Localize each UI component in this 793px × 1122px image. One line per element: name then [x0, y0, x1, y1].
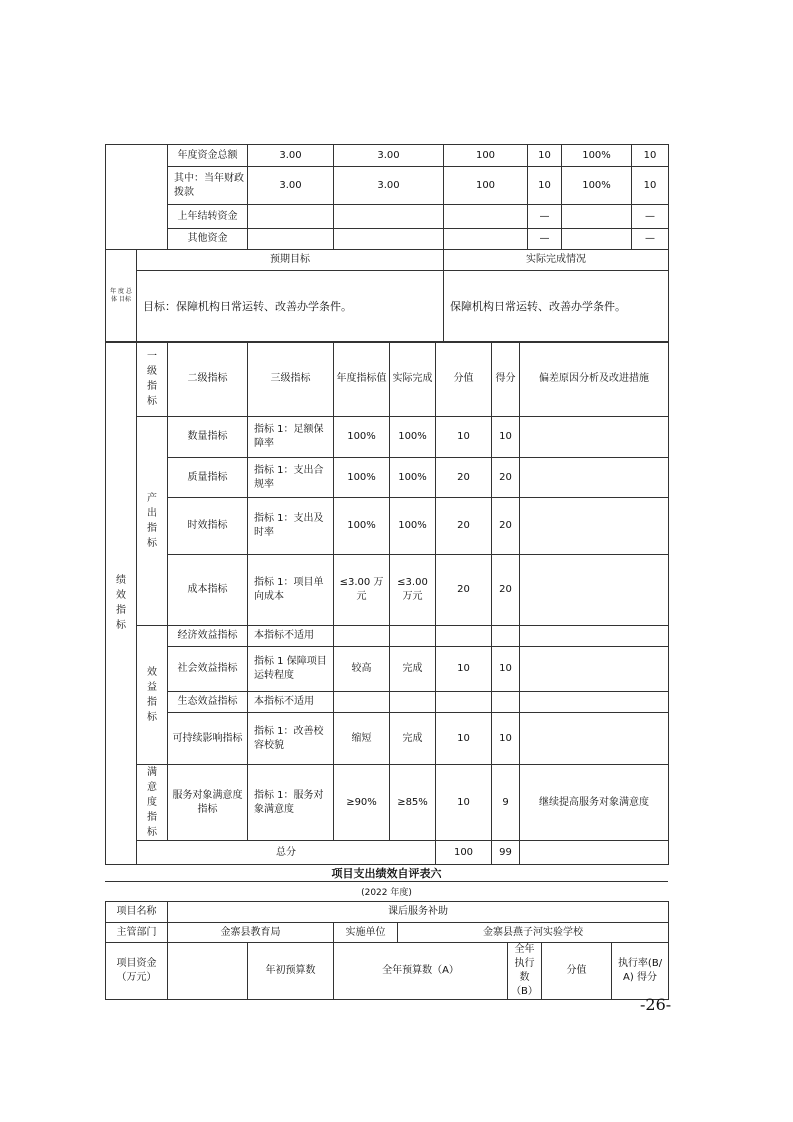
- funds-got: 10: [632, 145, 669, 167]
- perf-got: 10: [492, 417, 520, 458]
- next-table-year: (2022 年度): [361, 888, 412, 898]
- funds-goal-table: [105, 144, 669, 343]
- header-level3: 三级指标: [248, 342, 334, 417]
- perf-l2: 数量指标: [168, 417, 248, 458]
- funds-annual: [334, 229, 444, 250]
- perf-got: 20: [492, 498, 520, 555]
- col-initial: 年初预算数: [248, 943, 334, 1000]
- funds-rate: [562, 229, 632, 250]
- funds-rate: [562, 205, 632, 229]
- perf-got: 10: [492, 647, 520, 692]
- performance-table: [105, 341, 669, 865]
- perf-target: 较高: [334, 647, 390, 692]
- perf-l3: 指标 1 保障项目运转程度: [248, 647, 334, 692]
- funds-side-cell: [106, 145, 168, 250]
- group-benefit: 效益指标: [147, 667, 157, 723]
- funds-row-label: 年度资金总额: [168, 145, 248, 167]
- perf-got: 9: [492, 765, 520, 841]
- perf-actual: [390, 626, 436, 647]
- unit-value: 金寨县燕子河实验学校: [398, 923, 669, 943]
- perf-note: [520, 647, 669, 692]
- perf-target: 100%: [334, 498, 390, 555]
- perf-got: 10: [492, 713, 520, 765]
- next-table-title: 项目支出绩效自评表六: [331, 867, 442, 880]
- perf-l2: 社会效益指标: [168, 647, 248, 692]
- funds-initial: [248, 205, 334, 229]
- perf-l3: 指标 1：足额保障率: [248, 417, 334, 458]
- funds-initial: [248, 229, 334, 250]
- funds-score: —: [528, 229, 562, 250]
- funds-got: —: [632, 205, 669, 229]
- header-actual-value: 实际完成: [390, 342, 436, 417]
- perf-target: 100%: [334, 417, 390, 458]
- header-level1: 一级指标: [147, 351, 157, 407]
- perf-target: [334, 626, 390, 647]
- perf-l2: 质量指标: [168, 458, 248, 498]
- perf-got: 20: [492, 458, 520, 498]
- perf-l3: 指标 1：服务对象满意度: [248, 765, 334, 841]
- perf-actual: ≤3.00 万元: [390, 555, 436, 626]
- funds-score: 10: [528, 167, 562, 205]
- group-satisfaction: 满意度指标: [147, 767, 157, 838]
- perf-actual: 100%: [390, 417, 436, 458]
- total-score: 100: [436, 841, 492, 865]
- funds-label: 项目资金（万元）: [106, 943, 168, 1000]
- header-got: 得分: [492, 342, 520, 417]
- perf-l3: 本指标不适用: [248, 692, 334, 713]
- col-rate-got: [612, 943, 669, 1000]
- funds-got: —: [632, 229, 669, 250]
- perf-l3: 指标 1：支出及时率: [248, 498, 334, 555]
- perf-score: 10: [436, 713, 492, 765]
- project-name-label: 项目名称: [106, 902, 168, 923]
- empty-cell: [168, 943, 248, 1000]
- perf-side-cell: [106, 342, 137, 865]
- perf-score: [436, 692, 492, 713]
- funds-initial: 3.00: [248, 167, 334, 205]
- funds-row-label: 其他资金: [168, 229, 248, 250]
- header-score: 分值: [436, 342, 492, 417]
- header-level2: 二级指标: [168, 342, 248, 417]
- funds-annual: 3.00: [334, 145, 444, 167]
- perf-actual: 完成: [390, 713, 436, 765]
- perf-score: 10: [436, 647, 492, 692]
- perf-l2: 经济效益指标: [168, 626, 248, 647]
- perf-target: 缩短: [334, 713, 390, 765]
- funds-got: 10: [632, 167, 669, 205]
- funds-executed: [444, 205, 528, 229]
- perf-target: 100%: [334, 458, 390, 498]
- perf-l2: 生态效益指标: [168, 692, 248, 713]
- perf-actual: 完成: [390, 647, 436, 692]
- perf-target: ≤3.00 万元: [334, 555, 390, 626]
- funds-rate: 100%: [562, 145, 632, 167]
- perf-actual: 100%: [390, 498, 436, 555]
- funds-row-label: 上年结转资金: [168, 205, 248, 229]
- project-name: 课后服务补助: [168, 902, 669, 923]
- perf-l3: 本指标不适用: [248, 626, 334, 647]
- total-got: 99: [492, 841, 520, 865]
- perf-note: [520, 713, 669, 765]
- perf-score: 10: [436, 765, 492, 841]
- perf-score: [436, 626, 492, 647]
- perf-got: [492, 626, 520, 647]
- funds-executed: 100: [444, 167, 528, 205]
- perf-target: ≥90%: [334, 765, 390, 841]
- perf-note: [520, 626, 669, 647]
- perf-note: [520, 417, 669, 458]
- perf-score: 10: [436, 417, 492, 458]
- funds-initial: 3.00: [248, 145, 334, 167]
- col-executed: 全年执行数（B）: [508, 943, 542, 1000]
- perf-side-label: 绩效指标: [116, 575, 126, 631]
- perf-score: 20: [436, 458, 492, 498]
- perf-actual: [390, 692, 436, 713]
- group-output: 产出指标: [147, 493, 157, 549]
- unit-label: 实施单位: [334, 923, 398, 943]
- dept-value: 金寨县教育局: [168, 923, 334, 943]
- title-rule: [105, 881, 668, 882]
- perf-l3: 指标 1：改善校容校貌: [248, 713, 334, 765]
- perf-note: [520, 458, 669, 498]
- perf-actual: ≥85%: [390, 765, 436, 841]
- header-annual-value: 年度指标值: [334, 342, 390, 417]
- col-rate: 执行率(B/A): [617, 958, 663, 983]
- goal-side-label: 年 度 总 体 目标: [106, 250, 137, 343]
- next-project-table: [105, 901, 669, 1000]
- funds-executed: 100: [444, 145, 528, 167]
- goal-expected-text: 目标：保障机构日常运转、改善办学条件。: [137, 271, 444, 343]
- perf-score: 20: [436, 555, 492, 626]
- funds-annual: [334, 205, 444, 229]
- funds-executed: [444, 229, 528, 250]
- perf-l2: 成本指标: [168, 555, 248, 626]
- header-analysis: 偏差原因分析及改进措施: [520, 342, 669, 417]
- total-label: 总分: [137, 841, 436, 865]
- total-note: [520, 841, 669, 865]
- funds-annual: 3.00: [334, 167, 444, 205]
- perf-actual: 100%: [390, 458, 436, 498]
- page-number: -26-: [640, 995, 672, 1014]
- goal-actual-text: 保障机构日常运转、改善办学条件。: [444, 271, 669, 343]
- col-annual: 全年预算数（A）: [334, 943, 508, 1000]
- col-got: 得分: [636, 972, 657, 983]
- perf-score: 20: [436, 498, 492, 555]
- perf-got: [492, 692, 520, 713]
- col-score: 分值: [542, 943, 612, 1000]
- perf-got: 20: [492, 555, 520, 626]
- funds-score: —: [528, 205, 562, 229]
- perf-l2: 时效指标: [168, 498, 248, 555]
- funds-rate: 100%: [562, 167, 632, 205]
- perf-note: 继续提高服务对象满意度: [520, 765, 669, 841]
- dept-label: 主管部门: [106, 923, 168, 943]
- perf-target: [334, 692, 390, 713]
- perf-note: [520, 555, 669, 626]
- perf-l3: 指标 1：支出合规率: [248, 458, 334, 498]
- goal-actual-header: 实际完成情况: [444, 250, 669, 271]
- goal-expected-header: 预期目标: [137, 250, 444, 271]
- perf-l2: 服务对象满意度指标: [168, 765, 248, 841]
- funds-score: 10: [528, 145, 562, 167]
- perf-note: [520, 692, 669, 713]
- perf-note: [520, 498, 669, 555]
- perf-l3: 指标 1：项目单向成本: [248, 555, 334, 626]
- funds-row-label: 其中：当年财政拨款: [168, 167, 248, 205]
- perf-l2: 可持续影响指标: [168, 713, 248, 765]
